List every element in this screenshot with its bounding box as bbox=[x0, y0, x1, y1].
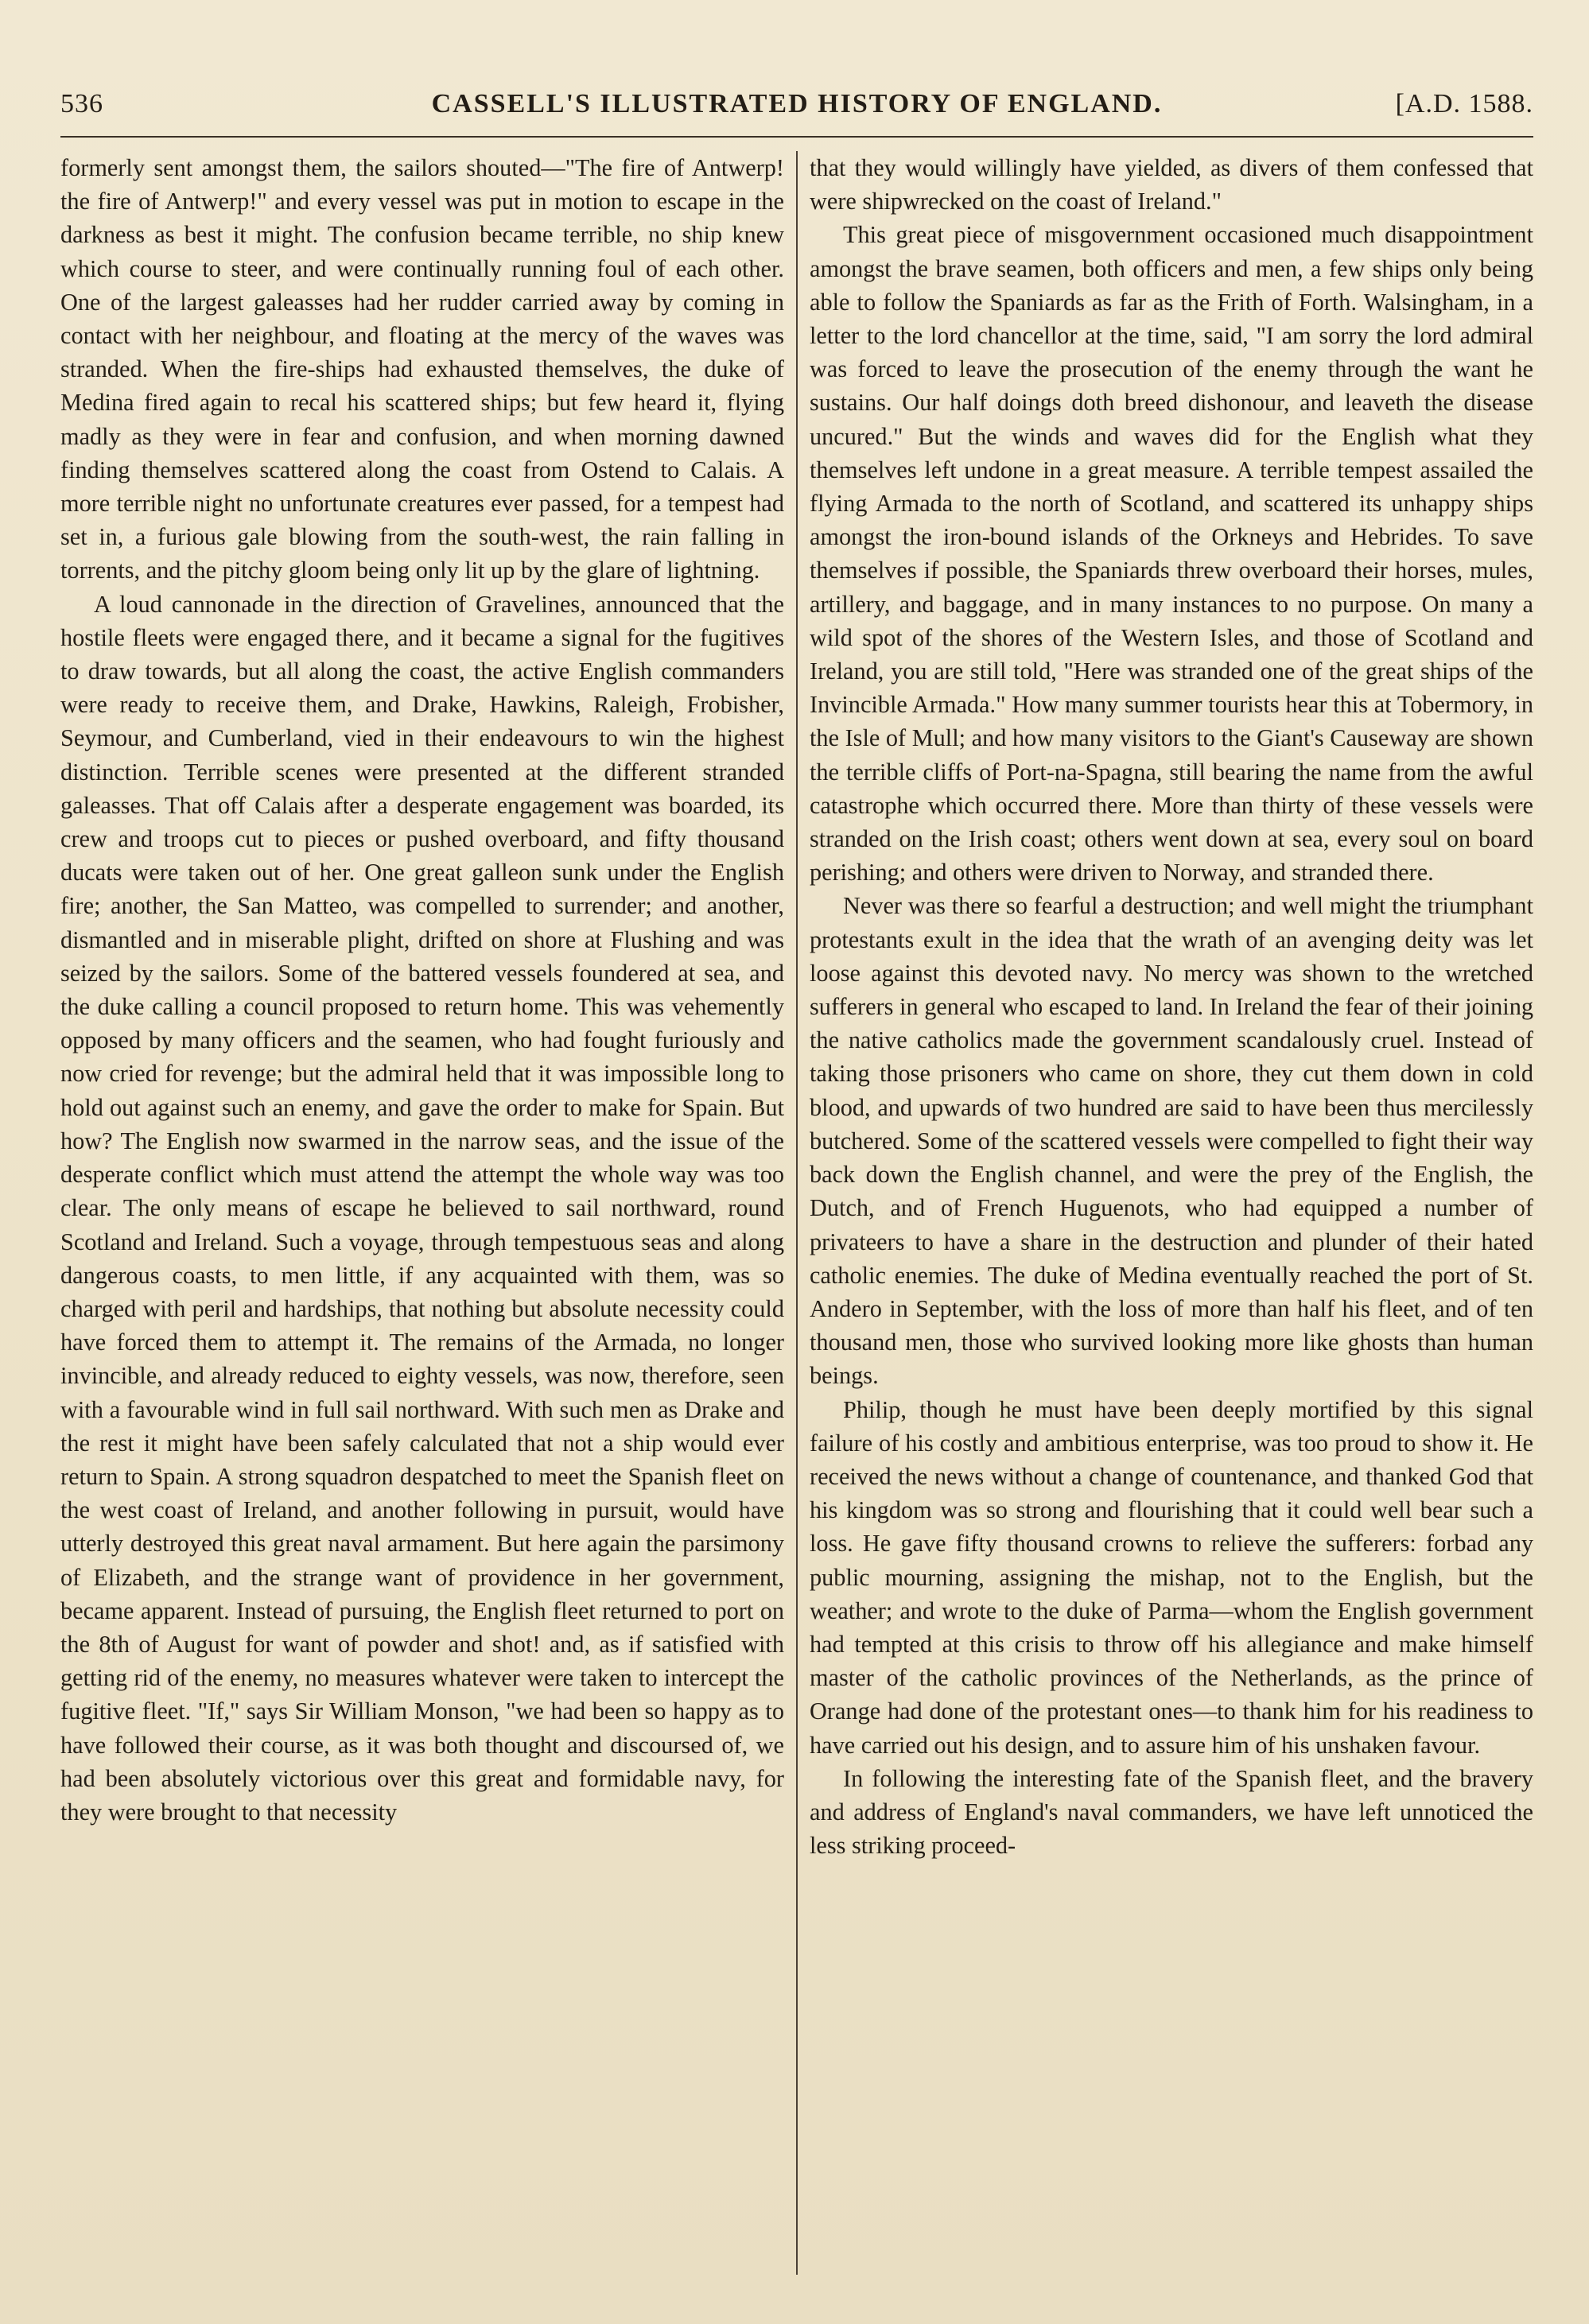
running-header bbox=[60, 89, 1533, 130]
paragraph: formerly sent amongst them, the sailors shouted—"The fire of Antwerp! the fire of Antwerp!" and every vessel was put in motion to escape in the darkness as best it might. The confusion became terrible, no ship knew which course to steer, and were continually running foul of each other. One of the largest galeasses had her rudder carried away by coming in contact with her neighbour, and floating at the mercy of the waves was stranded. When the fire-ships had exhausted themselves, the duke of Medina fired again to recal his scattered ships; but few heard it, flying madly as they were in fear and confusion, and when morning dawned finding themselves scattered along the coast from Ostend to Calais. A more terrible night no unfortunate creatures ever passed, for a tempest had set in, a furious gale blowing from the south-west, the rain falling in torrents, and the pitchy gloom being only lit up by the glare of lightning. bbox=[60, 154, 784, 584]
date-range: [A.D. 1588. bbox=[1395, 89, 1533, 118]
header-rule bbox=[60, 136, 1533, 138]
paragraph: that they would willingly have yielded, as divers of them confessed that were shipwrecked on the coast of Ireland." bbox=[810, 154, 1533, 215]
right-column bbox=[810, 151, 1533, 2292]
column-rule bbox=[796, 151, 798, 2275]
left-column bbox=[60, 151, 784, 2292]
running-title: CASSELL'S ILLUSTRATED HISTORY OF ENGLAND. bbox=[431, 89, 1163, 118]
paragraph: Philip, though he must have been deeply mortified by this signal failure of his costly and ambitious enterprise, was too proud to show it. He received the news without a change of countenance, and thanked God that his kingdom was so strong and flourishing that it could well bear such a loss. He gave fifty thousand crowns to relieve the sufferers: forbad any public mourning, assigning the mishap, not to the English, but the weather; and wrote to the duke of Parma—whom the English government had tempted at this crisis to throw off his allegiance and make himself master of the catholic provinces of the Netherlands, as the prince of Orange had done of the protestant ones—to thank him for his readiness to have carried out his design, and to assure him of his unshaken favour. bbox=[810, 1395, 1533, 1759]
paragraph: A loud cannonade in the direction of Gravelines, announced that the hostile fleets were engaged there, and it became a signal for the fugitives to draw towards, but all along the coast, the active English commanders were ready to receive them, and Drake, Hawkins, Raleigh, Frobisher, Seymour, and Cumberland, vied in their endeavours to win the highest distinction. Terrible scenes were presented at the different stranded galeasses. That off Calais after a desperate engagement was boarded, its crew and troops cut to pieces or pushed overboard, and fifty thousand ducats were taken out of her. One great galleon sunk under the English fire; another, the San Matteo, was compelled to surrender; and another, dismantled and in miserable plight, drifted on shore at Flushing and was seized by the sailors. Some of the battered vessels foundered at sea, and the duke calling a council proposed to return home. This was vehemently opposed by many officers and the seamen, who had fought furiously and now cried for revenge; but the admiral held that it was impossible long to hold out against such an enemy, and gave the order to make for Spain. But how? The English now swarmed in the narrow seas, and the issue of the desperate conflict which must attend the attempt the whole way was too clear. The only means of escape he believed to sail northward, round Scotland and Ireland. Such a voyage, through tempestuous seas and along dangerous coasts, to men little, if any acquainted with them, was so charged with peril and hardships, that nothing but absolute necessity could have forced them to attempt it. The remains of the Armada, no longer invincible, and already reduced to eighty vessels, was now, therefore, seen with a favourable wind in full sail northward. With such men as Drake and the rest it might have been safely calculated that not a ship would ever return to Spain. A strong squadron despatched to meet the Spanish fleet on the west coast of Ireland, and another following in pursuit, would have utterly destroyed this great naval armament. But here again the parsimony of Elizabeth, and the strange want of providence in her government, became apparent. Instead of pursuing, the English fleet returned to port on the 8th of August for want of powder and shot! and, as if satisfied with getting rid of the enemy, no measures whatever were taken to intercept the fugitive fleet. "If," says Sir William Monson, "we had been so happy as to have followed their course, as it was both thought and discoursed of, we had been absolutely victorious over this great and formidable navy, for they were brought to that necessity bbox=[60, 590, 784, 1825]
paragraph: Never was there so fearful a destruction; and well might the triumphant protestants exult in the idea that the wrath of an avenging deity was let loose against this devoted navy. No mercy was shown to the wretched sufferers in general who escaped to land. In Ireland the fear of their joining the native catholics made the government scandalously cruel. Instead of taking those prisoners who came on shore, they cut them down in cold blood, and upwards of two hundred are said to have been thus mercilessly butchered. Some of the scattered vessels were compelled to fight their way back down the English channel, and were the prey of the English, the Dutch, and of French Huguenots, who had equipped a number of privateers to have a share in the destruction and plunder of their hated catholic enemies. The duke of Medina eventually reached the port of St. Andero in September, with the loss of more than half his fleet, and of ten thousand men, those who survived looking more like ghosts than human beings. bbox=[810, 892, 1533, 1390]
page-number: 536 bbox=[60, 89, 103, 118]
paragraph: This great piece of misgovernment occasioned much disappointment amongst the brave seamen, both officers and men, a few ships only being able to follow the Spaniards as far as the Frith of Forth. Walsingham, in a letter to the lord chancellor at the time, said, "I am sorry the lord admiral was forced to leave the prosecution of the enemy through the want he sustains. Our half doings doth breed dishonour, and leaveth the disease uncured." But the winds and waves did for the English what they themselves left undone in a great measure. A terrible tempest assailed the flying Armada to the north of Scotland, and scattered its unhappy ships amongst the iron-bound islands of the Orkneys and Hebrides. To save themselves if possible, the Spaniards threw overboard their horses, mules, artillery, and baggage, and in many instances to no purpose. On many a wild spot of the shores of the Western Isles, and those of Scotland and Ireland, you are still told, "Here was stranded one of the great ships of the Invincible Armada." How many summer tourists hear this at Tobermory, in the Isle of Mull; and how many visitors to the Giant's Causeway are shown the terrible cliffs of Port-na-Spagna, still bearing the name from the awful catastrophe which occurred there. More than thirty of these vessels were stranded on the Irish coast; others went down at sea, every soul on board perishing; and others were driven to Norway, and stranded there. bbox=[810, 221, 1533, 887]
paragraph: In following the interesting fate of the Spanish fleet, and the bravery and address of England's naval commanders, we have left unnoticed the less striking proceed- bbox=[810, 1764, 1533, 1860]
